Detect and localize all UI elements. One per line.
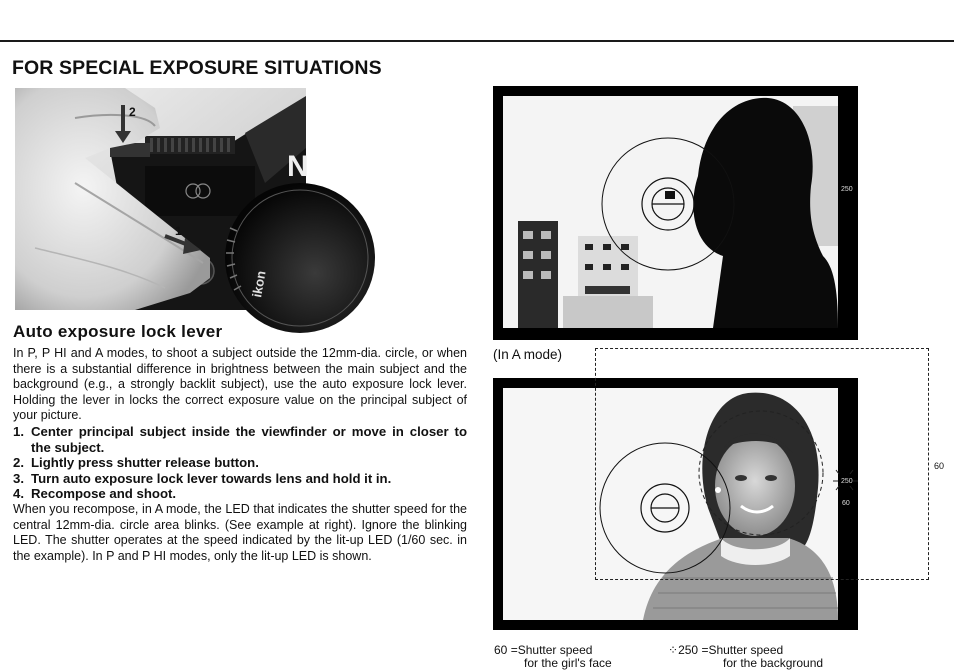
intro-paragraph: In P, P HI and A modes, to shoot a subject outside the 12mm-dia. circle, or when there is a substantial difference in brightness between the main subject and the background (e.g., a strongly backlit subject), use the auto exposure lock lever. Holding the lever in locks the correct exposure value on the principal subject of your picture. bbox=[13, 346, 467, 423]
steps-list bbox=[13, 424, 467, 502]
page-title: FOR SPECIAL EXPOSURE SITUATIONS bbox=[12, 57, 382, 79]
mode-label: (In A mode) bbox=[493, 347, 563, 362]
blink-icon: ⁘ bbox=[668, 643, 679, 657]
step-item: 1. Center principal subject inside the viewfinder or move in closer to the subject. bbox=[13, 423, 467, 455]
step-1-marker: 1 bbox=[175, 224, 182, 238]
background-area-outline bbox=[595, 348, 929, 580]
legend-right-line1: =Shutter speed bbox=[701, 643, 784, 657]
led-60-outside-label: 60 bbox=[934, 461, 945, 471]
step-item: 4. Recompose and shoot. bbox=[13, 486, 177, 502]
lens-brand-text: ikon bbox=[249, 269, 269, 299]
section-heading: Auto exposure lock lever bbox=[13, 322, 223, 341]
closing-paragraph: When you recompose, in A mode, the LED that indicates the shutter speed for the central 12mm-dia. circle area blinks. (See example at right). Ignore the blinking LED. The shutter operates at the speed indicated by the lit-up LED (1/60 sec. in the example). In P and P HI modes, only the lit-up LED is shown. bbox=[13, 501, 467, 563]
led-250-top: 250 bbox=[841, 186, 853, 193]
legend-left-line1: =Shutter speed bbox=[510, 643, 593, 657]
led-250-blinking: 250 bbox=[841, 478, 853, 485]
legend-right-value: 250 bbox=[678, 643, 699, 657]
step-item: 2. Lightly press shutter release button. bbox=[13, 455, 259, 471]
top-rule bbox=[0, 40, 954, 42]
instructions-body bbox=[13, 346, 467, 564]
hand-camera-illustration bbox=[15, 88, 309, 310]
led-60-lit: 60 bbox=[842, 500, 850, 507]
step-2-marker: 2 bbox=[129, 105, 136, 119]
brand-letter: N bbox=[287, 150, 309, 183]
step-item: 3. Turn auto exposure lock lever towards lens and hold it in. bbox=[13, 470, 392, 486]
hand-camera-photo bbox=[15, 88, 309, 310]
legend-left-line2: for the girl's face bbox=[524, 655, 612, 670]
viewfinder-backlit-photo bbox=[493, 86, 858, 340]
viewfinder-backlit-illustration bbox=[493, 86, 858, 340]
legend-background bbox=[668, 644, 823, 669]
legend-left-value: 60 bbox=[494, 643, 508, 657]
legend-girls-face bbox=[494, 644, 612, 669]
legend-right-line2: for the background bbox=[723, 655, 824, 670]
